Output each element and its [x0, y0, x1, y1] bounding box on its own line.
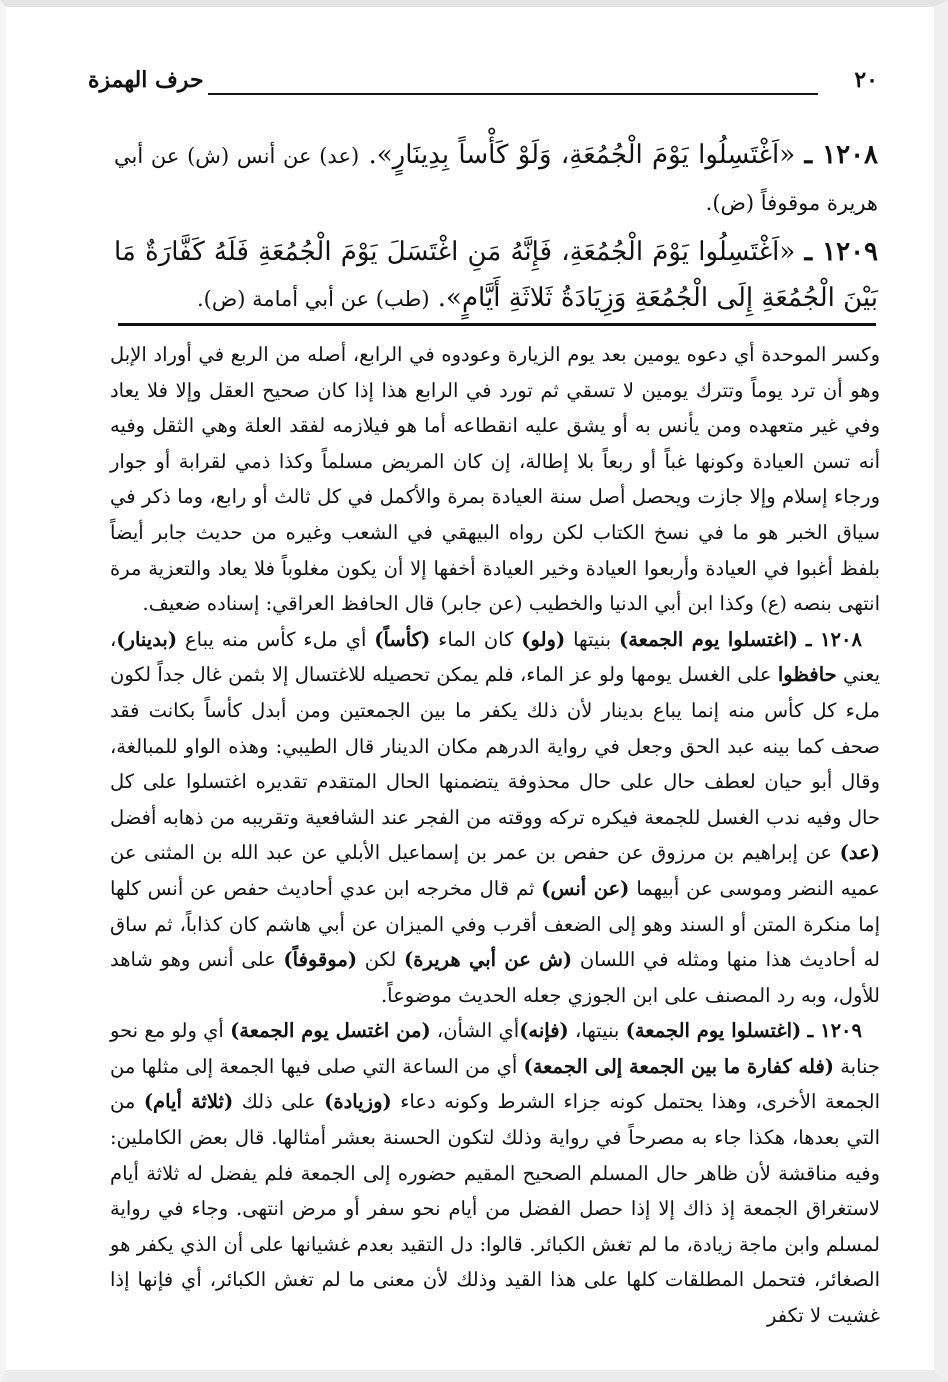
entry-number: ١٢٠٩ ـ: [807, 1019, 863, 1043]
page-number: ٢٠: [854, 67, 878, 93]
commentary-paragraph: وكسر الموحدة أي دعوه يومين بعد يوم الزيارة وعودوه في الرابع، أصله من الربع في أوراد الإبل وهو أن ترد يوماً وتترك يومين لا تسقي ثم تورد في الرابع هذا إذا كان صحيح العقل وإلا فلا يعاد وفي غير متعهده ومن يأنس به أو يشق عليه انقطاعه أما هو فيلازمه لفقد العلة وهي الثقل وفيه أنه تسن العيادة وكونها غباً أو ربعاً بلا إطالة، إن كان المريض مسلماً وكذا ذمي لقرابة أو جوار ورجاء إسلام وإلا جازت ويحصل أصل سنة العيادة بمرة والأكمل في كل ثالث أو رابع، وما ذكر في سياق الخبر هو ما في نسخ الكتاب لكن رواه البيهقي في الشعب وغيره من حديث جابر أيضاً بلفظ أغبوا في العيادة وأربعوا العيادة وخير العيادة أخفها إلا أن يكون مغلوباً فلا يعاد والتعزية مرة انتهى بنصه (ع) وكذا ابن أبي الدنيا والخطيب (عن جابر) قال الحافظ العراقي: إسناده ضعيف.: [110, 343, 880, 616]
hadith-number: ١٢٠٩ ـ: [804, 237, 879, 267]
page-header: [88, 65, 878, 101]
text-run: أي ملء كأس منه يباع: [177, 627, 375, 651]
text-run: من التي بعدها، هكذا جاء به مصرحاً في رواية وذلك لتكون الحسنة بعشر أمثالها. قال بعض الكاملين: وفيه مناقشة لأن ظاهر حال المسلم الصحيح المقيم حضوره إلى الجمعة فلم يفضل له ثلاثة أيام لاستغراق الجمعة إذ ذاك إلا إذا حصل الفضل من أيام نحو سفر أو مرض انتهى. وجاء في رواية لمسلم وابن ماجة زيادة، ما لم تغش الكبائر. قالوا: دل التقيد بعدم غشيانها على أن الذي يكفر هو الصغائر، فتحمل المطلقات كلها على هذا القيد وذلك لأن معنى ما لم تغش الكبائر، أي فإنها إذا غشيت لا تكفر: [110, 1090, 880, 1328]
text-run: أي من الساعة التي صلى فيها الجمعة إلى مثلها من الجمعة الأخرى، وهذا يحتمل كونه جزاء الشرط وكونه دعاء: [110, 1054, 881, 1114]
quoted-phrase: (عن أنس): [541, 876, 630, 900]
hadith-number: ١٢٠٨ ـ: [804, 140, 879, 170]
text-run: أي ولو مع نحو جنابة: [110, 1019, 880, 1078]
quoted-phrase: حافظوا: [777, 663, 837, 687]
text-run: كان الماء: [430, 627, 522, 651]
header-rule: [208, 93, 818, 95]
commentary-paragraph-1208: [110, 622, 880, 1014]
text-run: ثم قال مخرجه ابن عدي أحاديث حفص عن أنس كلها إما منكرة المتن أو السند وهو إلى الضعف أقرب وفي الميزان عن أبي هاشم كان كذاباً، ثم ساق له أحاديث هذا منها ومثله في اللسان: [110, 876, 880, 972]
text-run: ، يعني: [110, 627, 880, 687]
hadith-source: (عد) عن أنس (ش) عن أبي هريرة موقوفاً (ض).: [114, 144, 878, 215]
quoted-phrase: (ثلاثة أيام): [143, 1090, 234, 1114]
text-run: عن إبراهيم بن مرزوق عن حفص بن عمر بن إسماعيل الأبلي عن عبد الله بن المثنى عن عميه النضر وموسى عن أبيهما: [110, 841, 881, 900]
quoted-phrase: (اغتسلوا يوم الجمعة): [625, 1019, 802, 1043]
source-code: (عد): [839, 841, 880, 865]
commentary-paragraph-1209: [110, 1013, 880, 1333]
text-run: على ذلك: [233, 1090, 325, 1114]
quoted-phrase: (ش عن أبي هريرة): [404, 948, 573, 972]
entry-number: ١٢٠٨ ـ: [805, 627, 862, 651]
quoted-phrase: (اغتسلوا يوم الجمعة): [619, 627, 798, 651]
hadith-source: (طب) عن أبي أمامة (ض).: [196, 287, 430, 311]
text-run: على الغسل يومها ولو عز الماء، فلم يمكن تحصيله للاغتسال إلا بثمن غال جداً لكون ملء كل كأس منه إنما يباع بدينار لأن ذلك يكفر ما بين الجمعتين ومن أبدل كأساً بكانت فقد صحف كما بينه عبد الحق وجعل في رواية الدرهم مكان الدينار قال الطيبي: وهذه الواو للمبالغة، وقال أبو حيان لعطف حال على حال محذوفة يتضمنها الحال المتقدم تقديره اغتسلوا على كل حال وفيه ندب الغسل للجمعة فيكره تركه ووقته من الفجر عند الشافعية وتقريبه من ذهابه أفضل: [110, 663, 880, 829]
text-run: بنيتها: [565, 627, 619, 651]
text-run: بنيتها،: [568, 1019, 626, 1043]
hadith-text: «اَغْتَسِلُوا يَوْمَ الْجُمُعَةِ، فَإِنَّهُ مَنِ اغْتَسَلَ يَوْمَ الْجُمُعَةِ فَلَهُ كَفَّارَةٌ مَا بَيْنَ الْجُمُعَةِ إِلَى الْجُمُعَةِ وَزِيَادَةُ ثَلاثَةِ أَيَّامٍ».: [114, 237, 878, 313]
text-run: لكن: [357, 948, 405, 972]
commentary: [110, 337, 880, 1334]
hadith-1209: [114, 229, 878, 322]
hadith-text: «اَغْتَسِلُوا يَوْمَ الْجُمُعَةِ، وَلَوْ كَأْساً بِدِينَارٍ».: [368, 140, 796, 170]
chapter-title: حرف الهمزة: [88, 67, 204, 93]
section-separator: [118, 323, 876, 326]
hadith-1208: [114, 132, 878, 226]
quoted-phrase: (ولو): [521, 627, 566, 651]
quoted-phrase: (من اغتسل يوم الجمعة): [230, 1019, 431, 1043]
quoted-phrase: (موقوفاً): [283, 948, 358, 972]
quoted-phrase: (كأساً): [374, 627, 431, 651]
quoted-phrase: (فإنه): [519, 1019, 569, 1043]
quoted-phrase: (فله كفارة ما بين الجمعة إلى الجمعة): [523, 1054, 835, 1078]
quoted-phrase: (وزيادة): [324, 1090, 392, 1114]
text-run: على أنس وهو شاهد للأول، وبه رد المصنف على ابن الجوزي جعله الحديث موضوعاً.: [110, 948, 880, 1007]
quoted-phrase: (بدينار): [116, 627, 178, 651]
text-run: أي الشأن،: [430, 1019, 520, 1043]
